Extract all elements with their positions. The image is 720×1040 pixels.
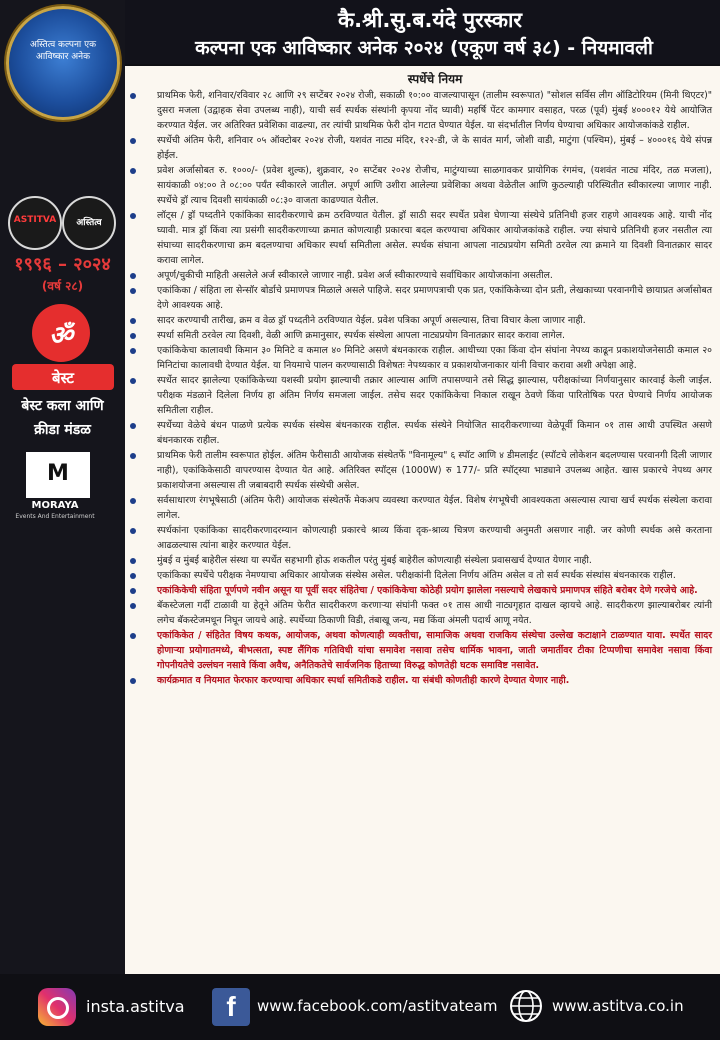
bullet-icon [130, 333, 136, 339]
award-badge [6, 6, 120, 120]
astitva-logo-right [62, 196, 116, 250]
bullet-icon [130, 558, 136, 564]
rule-item [125, 628, 720, 673]
rule-item [125, 598, 720, 628]
moraya-tagline: Events And Entertainment [15, 513, 95, 520]
rule-text: एकांकिका स्पर्धेचे परीक्षक नेमण्याचा अधिकार आयोजक संस्थेस असेल. परीक्षकांनी दिलेला निर्णय अंतिम असेल व तो सर्व स्पर्धक संस्थांस बंधनकारक राहील. [157, 570, 676, 581]
rule-item [125, 163, 720, 208]
rule-text: कार्यक्रमात व नियमात फेरफार करण्याचा अधिकार स्पर्धा समितीकडे राहील. या संबंधी कोणतीही कारणे देण्यात येणार नाही. [157, 675, 570, 686]
rule-text: एकांकिकेची संहिता पूर्णपणे नवीन असून या पूर्वी सदर संहितेचा / एकांकिकेचा कोठेही प्रयोग झालेला नसल्याचे लेखकाचे प्रमाणपत्र संहिते बरोबर देणे गरजेचे आहे. [157, 585, 698, 596]
rule-text: प्राथमिक फेरी तालीम स्वरूपात होईल. अंतिम फेरीसाठी आयोजक संस्थेतर्फे "विनामूल्य" ६ स्पॉट आणि ४ डीमलाईट (स्पॉटचे लोकेशन बदलण्यास परवानगी दिली जाणार नाही), एकांकिकेसाठी वापरण्यास देण्यात येत आहे. अतिरिक्त स्पॉट्स (1000W) रु 177/- प्रति स्पॉट्स्या भाड्याने उपलब्ध आहेत. खास प्रकारचे नेपथ्य अगर प्रकाशयोजना असल्यास ती जबाबदारी स्पर्धक संस्थेची असेल. [157, 450, 712, 491]
bullet-icon [130, 288, 136, 294]
rule-item [125, 448, 720, 493]
bullet-icon [130, 213, 136, 219]
moraya-name: MORAYA [31, 500, 79, 511]
best-logo-mark: ॐ [49, 321, 73, 351]
bullet-icon [130, 273, 136, 279]
rule-text: बॅकस्टेजला गर्दी टाळावी या हेतूने अंतिम फेरीत सादरीकरण करणाऱ्या संघांनी फक्त ०१ तास आधी नाट्यगृहात दाखल व्हायचे आहे. सादरीकरण झाल्याबरोबर त्यांनी लगेच बॅकस्टेजमधून निघून जायचे आहे. स्पर्धेच्या ठिकाणी विडी, तंबाखू जन्य, मद्य किंवा अंमली पदार्थ आणू नयेत. [157, 600, 712, 626]
rule-item [125, 373, 720, 418]
astitva-right-label: अस्तित्व [76, 218, 102, 228]
rule-item [125, 343, 720, 373]
bullet-icon [130, 138, 136, 144]
years-range: १९९६ – २०२४ [14, 254, 111, 275]
footer [0, 974, 720, 1040]
best-logo [32, 304, 90, 362]
rule-item [125, 313, 720, 328]
rule-item [125, 553, 720, 568]
best-org-name-line1: बेस्ट कला आणि [21, 398, 104, 414]
facebook-link[interactable]: www.facebook.com/astitvateam [257, 997, 498, 1015]
bullet-icon [130, 348, 136, 354]
rule-text: प्राथमिक फेरी, शनिवार/रविवार २८ आणि २९ सप्टेंबर २०२४ रोजी, सकाळी १०:०० वाजल्यापासून (तालीम स्वरूपात) "सोशल सर्विस लीग ऑडिटोरियम (मिनी थिएटर)" दुसरा मजला (उद्वाहक सेवा उपलब्ध नाही), याची सर्व स्पर्धक संस्थांनी कृपया नोंद घ्यावी) महर्षि पेंटर कामगार वसाहत, परळ (पूर्व) मुंबई ४०००१२ येथे आयोजित करण्यात येईल. जर अतिरिक्त प्रवेशिका वाढल्या, तर त्यांची प्राथमिक फेरी दोन गटात घेण्यात येईल. या संदर्भातील निर्णय घेण्याचा अधिकार आयोजकांकडे राहील. [157, 90, 712, 131]
rule-item [125, 418, 720, 448]
rule-text: अपूर्ण/चुकीची माहिती असलेले अर्ज स्वीकारले जाणार नाही. प्रवेश अर्ज स्वीकारण्याचे सर्वाधिकार आयोजकांना असतील. [157, 270, 553, 281]
title-line2: कल्पना एक आविष्कार अनेक २०२४ (एकूण वर्ष ३८) - नियमावली [195, 37, 653, 59]
instagram-handle[interactable]: insta.astitva [86, 997, 185, 1016]
facebook-icon[interactable]: f [212, 988, 250, 1026]
best-label-box [12, 364, 114, 390]
rule-item [125, 673, 720, 688]
title-line1: कै.श्री.सु.ब.यंदे पुरस्कार [337, 8, 522, 32]
instagram-icon[interactable] [38, 988, 76, 1026]
moraya-logo-mark: M [47, 461, 69, 486]
rule-text: सादर करण्याची तारीख, क्रम व वेळ ड्रॉ पध्दतीने ठरविण्यात येईल. प्रवेश पत्रिका अपूर्ण असल्यास, तिचा विचार केला जाणार नाही. [157, 315, 586, 326]
astitva-left-label: ASTITVA [13, 215, 57, 225]
rule-item [125, 328, 720, 343]
rule-text: एकांकिकेत / संहितेत विषय कथक, आयोजक, अथवा कोणत्याही व्यक्तीचा, सामाजिक अथवा राजकिय संस्थेचा उल्लेख कटाक्षाने टाळण्यात यावा. स्पर्धेत सादर होणाऱ्या प्रयोगातमध्ये, बीभत्सता, स्पष्ट लैंगिक गतिविधी यांचा समावेश नसावा तसेच धार्मिक भावना, जाती जमातींवर टीका टिप्पणीचा समावेश नसावा किंवा गोपनीयतेचे उल्लंघन नसावे किंवा अवैध, अनैतिकतेचे सार्वजनिक हिताच्या विरुद्ध कोणतेही घटक समाविष्ट नसावेत. [157, 630, 712, 671]
rules-panel [125, 66, 720, 974]
rule-item [125, 208, 720, 268]
rule-item [125, 568, 720, 583]
badge-text: अस्तित्व कल्पना एक आविष्कार अनेक [29, 40, 97, 62]
rule-text: स्पर्धेची अंतिम फेरी, शनिवार ०५ ऑक्टोबर २०२४ रोजी, यशवंत नाट्य मंदिर, १२२-डी, जे के सावंत मार्ग, जोशी वाडी, माटुंगा (पश्चिम), मुंबई – ४०००१६ येथे संपन्न होईल. [157, 135, 712, 161]
rule-text: एकांकिकेचा कालावधी किमान ३० मिनिटे व कमाल ४० मिनिटे असणे बंधनकारक राहील. आधीच्या एका किंवा दोन संघांना नेपथ्य काढून प्रकाशयोजनेसाठी कमाल २० मिनिटांचा कालावधी देण्यात येईल. या नियमाचे पालन करण्यासाठी विशेषतः नेपथ्यकार व प्रकाशयोजनाकार यांनी विचार करावा अशी अपेक्षा आहे. [157, 345, 712, 371]
rule-text: स्पर्धेत सादर झालेल्या एकांकिकेच्या यशस्वी प्रयोग झाल्याची तक्रार आल्यास आणि तपासण्याने तसे सिद्ध झाल्यास, परीक्षकांच्या निर्णयानुसार कारवाई केली जाईल. परीक्षक मंडळाने दिलेला निर्णय हा अंतिम निर्णय समजला जाईल. तसेच सदर एकांकिकेचा निकाल राखून ठेवणे किंवा पारितोषिक परत घेण्याचे निर्णय आयोजक समितीला राहील. [157, 375, 712, 416]
bullet-icon [130, 93, 136, 99]
rule-item [125, 523, 720, 553]
moraya-logo [26, 452, 90, 498]
rule-item [125, 583, 720, 598]
years-subtitle: (वर्ष २८) [41, 279, 84, 293]
website-link[interactable]: www.astitva.co.in [552, 997, 684, 1015]
bullet-icon [130, 588, 136, 594]
astitva-logo-left [8, 196, 62, 250]
bullet-icon [130, 603, 136, 609]
bullet-icon [130, 318, 136, 324]
bullet-icon [130, 378, 136, 384]
rule-item [125, 88, 720, 133]
bullet-icon [130, 528, 136, 534]
rule-text: स्पर्धा समिती ठरवेल त्या दिवशी, वेळी आणि क्रमानुसार, स्पर्धक संस्थेला आपला नाट्यप्रयोग विनातक्रार सादर करावा लागेल. [157, 330, 565, 341]
rule-text: एकांकिका / संहिता ला सेन्सॉर बोर्डाचे प्रमाणपत्र मिळाले असले पाहिजे. सदर प्रमाणपत्राची एक प्रत, एकांकिकेच्या दोन प्रती, लेखकाच्या परवानगीचे छायाप्रत अर्जासोबत देणे आवश्यक आहे. [157, 285, 712, 311]
bullet-icon [130, 423, 136, 429]
rule-text: मुंबई व मुंबई बाहेरील संस्था या स्पर्धेत सहभागी होऊ शकतील परंतु मुंबई बाहेरील कोणत्याही संस्थेला प्रवासखर्च देण्यात येणार नाही. [157, 555, 592, 566]
sidebar [0, 0, 125, 990]
bullet-icon [130, 498, 136, 504]
rule-item [125, 268, 720, 283]
best-org-name-line2: क्रीडा मंडळ [34, 422, 91, 438]
rule-text: स्पर्धेच्या वेळेचे बंधन पाळणे प्रत्येक स्पर्धक संस्थेस बंधनकारक राहील. स्पर्धक संस्थेने नियोजित सादरीकरणाच्या वेळेपूर्वी किमान ०१ तास आधी उपस्थित असणे बंधनकारक राहील. [157, 420, 712, 446]
bullet-icon [130, 633, 136, 639]
rules-list [125, 88, 720, 688]
rule-text: लॉट्स / ड्रॉ पध्दतीने एकांकिका सादरीकरणाचे क्रम ठरविण्यात येतील. ड्रॉ साठी सदर स्पर्धेत प्रवेश घेणाऱ्या संस्थेचे प्रतिनिधी हजर राहणे आवश्यक आहे. याची नोंद घ्यावी. मात्र ड्रॉ किंवा त्या प्रसंगी सादरीकरणाच्या क्रमात कोणत्याही प्रकारचा बदल करण्याचा अधिकार आयोजकांकडे राहील. ज्या संघाचे प्रतिनिधी हजर नसतील त्या संघाच्या सादरीकरणाचा क्रम बदलण्याचा अधिकार स्पर्धा समितीला असेल. स्पर्धक संघाना आपला नाट्यप्रयोग समिती ठरवेल त्या क्रमाने या दिवशी विनातक्रार सादर करावा लागेल. [157, 210, 712, 266]
bullet-icon [130, 678, 136, 684]
bullet-icon [130, 453, 136, 459]
rule-item [125, 493, 720, 523]
rule-item [125, 133, 720, 163]
rule-item [125, 283, 720, 313]
best-label: बेस्ट [52, 369, 74, 387]
rule-text: प्रवेश अर्जासोबत रु. १०००/- (प्रवेश शुल्क), शुक्रवार, २० सप्टेंबर २०२४ रोजीच, माटुंग्याच्या साळगावकर प्रायोगिक रंगमंच, (यशवंत नाट्य मंदिर, तळ मजला), सायंकाळी ०४:०० ते ०८:०० पर्यंत स्वीकारले जातील. अपूर्ण आणि उशीरा आलेल्या प्रवेशिका अथवा वेळेतील आणि कुठल्याही परिस्थितीत स्वीकारल्या जाणार नाही. स्पर्धेचे ड्रॉ त्याच दिवशी सायंकाळी ०८:३० वाजता काढण्यात येतील. [157, 165, 712, 206]
rule-text: स्पर्धकांना एकांकिका सादरीकरणादरम्यान कोणत्याही प्रकारचे श्राव्य किंवा दृक-श्राव्य चित्रण करण्याची अनुमती असणार नाही. जर कोणी स्पर्धक असे करताना आढळल्यास त्यांना बाहेर करण्यात येईल. [157, 525, 712, 551]
bullet-icon [130, 573, 136, 579]
rule-text: सर्वसाधारण रंगभूषेसाठी (अंतिम फेरी) आयोजक संस्थेतर्फे मेकअप व्यवस्था करण्यात येईल. विशेष रंगभूषेची आवश्यकता असल्यास त्याचा खर्च स्पर्धक संस्थेला करावा लागेल. [157, 495, 712, 521]
globe-icon[interactable] [508, 988, 544, 1024]
rules-heading: स्पर्धेचे नियम [407, 72, 463, 86]
bullet-icon [130, 168, 136, 174]
